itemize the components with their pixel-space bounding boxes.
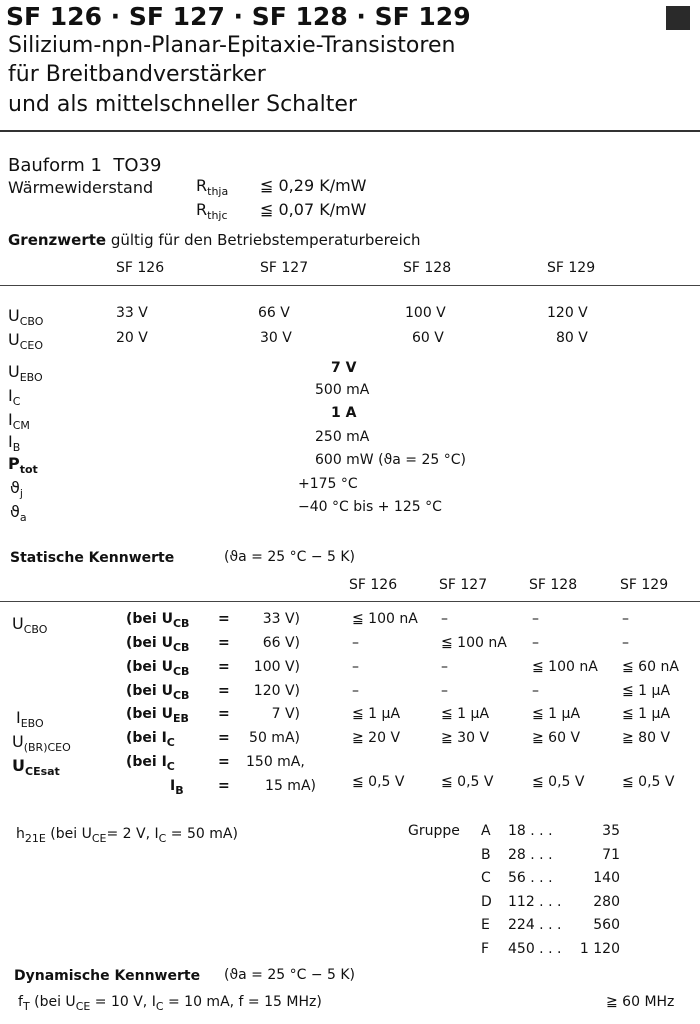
gruppe-max-a: 35 xyxy=(602,823,620,839)
condition-value-iebo: 7 V) xyxy=(271,706,300,722)
gruppe-min-e: 224 . . . xyxy=(508,917,562,933)
value-iebo-col1: ≦ 1 µA xyxy=(352,706,401,722)
value-ucbo-2-col1: – xyxy=(352,635,359,651)
value-ucbo-1-col1: ≦ 100 nA xyxy=(352,611,418,627)
value-ubrceo-col2: ≧ 30 V xyxy=(441,730,490,746)
h21e-condition: $h_{21E}$ (bei $U_{CE}= 2$ V, $I_C = 50$ mA) xyxy=(16,826,238,845)
condition-ucbo-2: (bei $U_{CB}$ xyxy=(126,635,190,654)
statische-divider xyxy=(0,601,700,602)
condition-value-ucesat-2: 15 mA) xyxy=(265,778,316,794)
grenz-theta-a-symbol: $ϑ_a$ xyxy=(10,502,27,524)
page-title: SF 126 · SF 127 · SF 128 · SF 129 xyxy=(6,2,471,31)
value-ucbo-4-col2: – xyxy=(441,683,448,699)
grenz-uceo-sf127: 30 V xyxy=(260,330,292,346)
gruppe-min-b: 28 . . . xyxy=(508,846,553,863)
grenz-uceo-sf129: 80 V xyxy=(556,330,588,346)
grenz-type-sf129: SF 129 xyxy=(547,260,596,276)
gruppe-letter-b: B xyxy=(481,846,491,863)
condition-ucbo-4: (bei $U_{CB}$ xyxy=(126,683,190,702)
condition-iebo: (bei $U_{EB}$ xyxy=(126,706,189,725)
condition-eq-ucbo-4: = xyxy=(218,683,230,699)
gruppe-letter-f: F xyxy=(481,940,490,957)
condition-ucesat: (bei $I_C$ xyxy=(126,754,175,773)
condition-ubrceo: (bei $I_C$ xyxy=(126,730,175,749)
grenz-type-sf127: SF 127 xyxy=(260,260,309,276)
stat-type-sf126: SF 126 xyxy=(349,577,398,593)
grenz-divider xyxy=(0,285,700,286)
condition-eq-ucbo-3: = xyxy=(218,659,230,675)
condition-eq-ucbo-1: = xyxy=(218,611,230,627)
condition-value-ucbo-2: 66 V) xyxy=(262,635,300,651)
ft-condition: $f_T$ (bei $U_{CE} = 10$ V, $I_C = 10$ mA, f = 15 MHz) xyxy=(18,994,322,1013)
condition-value-ucbo-3: 100 V) xyxy=(253,659,300,675)
stat-type-sf127: SF 127 xyxy=(439,577,488,593)
condition-value-ucbo-1: 33 V) xyxy=(262,611,300,627)
ft-value: ≧ 60 MHz xyxy=(606,994,675,1010)
header-divider xyxy=(0,130,700,132)
corner-marker-square xyxy=(666,6,690,30)
grenz-ptot-symbol: $P_{tot}$ xyxy=(8,454,38,476)
condition-ucbo-3: (bei $U_{CB}$ xyxy=(126,659,190,678)
statische-condition: (ϑa = 25 °C − 5 K) xyxy=(224,549,356,565)
gruppe-min-c: 56 . . . xyxy=(508,870,553,886)
stat-type-sf129: SF 129 xyxy=(620,577,669,593)
grenz-ib-value: 250 mA xyxy=(315,429,370,445)
grenz-ptot-value: 600 mW (ϑa = 25 °C) xyxy=(315,452,466,468)
gruppe-letter-c: C xyxy=(481,870,491,886)
stat-iebo-symbol: $I_{EBO}$ xyxy=(16,708,44,730)
grenz-icm-value: 1 A xyxy=(331,405,357,421)
grenz-uceo-sf128: 60 V xyxy=(412,330,444,346)
value-ubrceo-col3: ≧ 60 V xyxy=(532,730,581,746)
bauform-label: Bauform 1 TO39 xyxy=(8,155,162,176)
grenz-ucbo-sf129: 120 V xyxy=(547,305,588,321)
condition-eq-iebo: = xyxy=(218,706,230,722)
value-ucbo-4-col1: – xyxy=(352,683,359,699)
dynamische-condition: (ϑa = 25 °C − 5 K) xyxy=(224,967,356,983)
value-ucesat-col3: ≦ 0,5 V xyxy=(532,774,585,790)
grenz-type-sf128: SF 128 xyxy=(403,260,452,276)
value-ubrceo-col4: ≧ 80 V xyxy=(622,730,671,746)
grenz-icm-symbol: $I_{CM}$ xyxy=(8,410,30,432)
value-ucbo-2-col2: ≦ 100 nA xyxy=(441,635,507,651)
stat-type-sf128: SF 128 xyxy=(529,577,578,593)
waermewiderstand-label: Wärmewiderstand xyxy=(8,178,154,197)
gruppe-label: Gruppe xyxy=(408,823,460,839)
value-ucbo-4-col4: ≦ 1 µA xyxy=(622,683,671,699)
grenz-uebo-symbol: $U_{EBO}$ xyxy=(8,362,43,384)
grenz-uceo-sf126: 20 V xyxy=(116,330,148,346)
gruppe-letter-e: E xyxy=(481,917,490,933)
value-ucbo-3-col1: – xyxy=(352,659,359,675)
condition-ucesat-ib: $I_B$ xyxy=(170,778,184,797)
stat-ubrceo-symbol: $U_{(BR)CEO}$ xyxy=(12,732,71,754)
value-ubrceo-col1: ≧ 20 V xyxy=(352,730,401,746)
gruppe-max-f: 1 120 xyxy=(579,940,620,957)
condition-value-ubrceo: 50 mA) xyxy=(249,730,300,746)
grenz-uebo-value: 7 V xyxy=(331,360,357,376)
value-ucbo-1-col4: – xyxy=(622,611,629,627)
condition-eq-ucesat-2: = xyxy=(218,778,230,794)
condition-value-ucbo-4: 120 V) xyxy=(253,683,300,699)
value-ucesat-col4: ≦ 0,5 V xyxy=(622,774,675,790)
value-ucbo-3-col4: ≦ 60 nA xyxy=(622,659,679,675)
grenz-ic-symbol: $I_C$ xyxy=(8,386,21,408)
grenzwerte-heading: Grenzwerte gültig für den Betriebstemperaturbereich xyxy=(8,231,421,249)
statische-heading: Statische Kennwerte xyxy=(10,550,175,566)
value-ucesat-col2: ≦ 0,5 V xyxy=(441,774,494,790)
value-ucbo-4-col3: – xyxy=(532,683,539,699)
dynamische-heading: Dynamische Kennwerte xyxy=(14,968,201,984)
value-ucesat-col1: ≦ 0,5 V xyxy=(352,774,405,790)
subtitle-line-2: für Breitbandverstärker xyxy=(8,62,266,87)
value-ucbo-1-col3: – xyxy=(532,611,539,627)
gruppe-min-d: 112 . . . xyxy=(508,893,562,910)
grenz-ib-symbol: $I_B$ xyxy=(8,432,21,454)
condition-value-ucesat: 150 mA, xyxy=(246,754,305,770)
value-iebo-col3: ≦ 1 µA xyxy=(532,706,581,722)
grenz-type-sf126: SF 126 xyxy=(116,260,165,276)
grenz-ucbo-sf128: 100 V xyxy=(405,305,446,321)
gruppe-max-e: 560 xyxy=(593,917,620,933)
rthja-value: ≦ 0,29 K/mW xyxy=(260,176,367,195)
grenz-ucbo-sf126: 33 V xyxy=(116,305,148,321)
condition-eq-ucbo-2: = xyxy=(218,635,230,651)
gruppe-max-c: 140 xyxy=(593,870,620,886)
rthja-symbol: $R_{thja}$ xyxy=(196,176,229,198)
value-iebo-col4: ≦ 1 µA xyxy=(622,706,671,722)
gruppe-min-f: 450 . . . xyxy=(508,940,562,957)
gruppe-min-a: 18 . . . xyxy=(508,823,553,839)
condition-eq-ubrceo: = xyxy=(218,730,230,746)
value-ucbo-2-col4: – xyxy=(622,635,629,651)
grenz-theta-j-symbol: $ϑ_j$ xyxy=(10,478,23,500)
gruppe-letter-a: A xyxy=(481,823,491,839)
grenz-theta-a-value: −40 °C bis + 125 °C xyxy=(298,499,442,515)
grenz-ucbo-symbol: $U_{CBO}$ xyxy=(8,306,44,328)
grenz-theta-j-value: +175 °C xyxy=(298,476,358,492)
value-ucbo-1-col2: – xyxy=(441,611,448,627)
gruppe-max-b: 71 xyxy=(602,846,620,863)
subtitle-line-3: und als mittelschneller Schalter xyxy=(8,92,357,117)
gruppe-max-d: 280 xyxy=(593,893,620,910)
value-iebo-col2: ≦ 1 µA xyxy=(441,706,490,722)
gruppe-letter-d: D xyxy=(481,893,492,910)
value-ucbo-3-col2: – xyxy=(441,659,448,675)
grenz-uceo-symbol: $U_{CEO}$ xyxy=(8,330,44,352)
grenz-ucbo-sf127: 66 V xyxy=(258,305,290,321)
value-ucbo-3-col3: ≦ 100 nA xyxy=(532,659,598,675)
stat-ucbo-symbol: $U_{CBO}$ xyxy=(12,614,48,636)
grenz-ic-value: 500 mA xyxy=(315,382,370,398)
condition-eq-ucesat: = xyxy=(218,754,230,770)
value-ucbo-2-col3: – xyxy=(532,635,539,651)
rthjc-value: ≦ 0,07 K/mW xyxy=(260,200,367,219)
subtitle-line-1: Silizium-npn-Planar-Epitaxie-Transistoren xyxy=(8,33,456,58)
condition-ucbo-1: (bei $U_{CB}$ xyxy=(126,611,190,630)
stat-ucesat-symbol: $U_{CEsat}$ xyxy=(12,756,60,778)
rthjc-symbol: $R_{thjc}$ xyxy=(196,200,228,222)
